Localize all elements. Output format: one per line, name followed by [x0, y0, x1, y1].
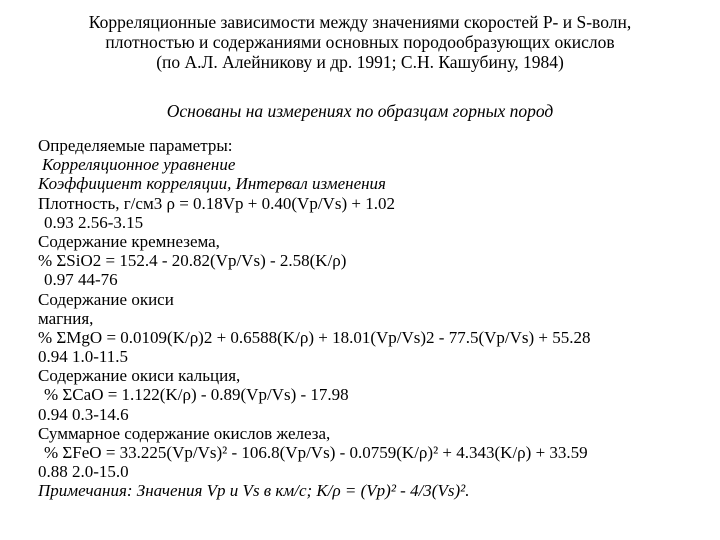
notes: Примечания: Значения Vp и Vs в км/с; K/ρ = (Vp)² - 4/3(Vs)².	[38, 481, 470, 501]
magnesia-stats: 0.94 1.0-11.5	[38, 347, 129, 367]
title-line-1: Корреляционные зависимости между значениями скоростей P- и S-волн,	[88, 12, 632, 32]
silica-equation: % ΣSiO2 = 152.4 - 20.82(Vp/Vs) - 2.58(K/ρ)	[38, 251, 347, 271]
iron-stats: 0.88 2.0-15.0	[38, 462, 129, 482]
magnesia-equation: % ΣMgO = 0.0109(K/ρ)2 + 0.6588(K/ρ) + 18.01(Vp/Vs)2 - 77.5(Vp/Vs) + 55.28	[38, 327, 591, 347]
calcium-stats: 0.94 0.3-14.6	[38, 404, 129, 424]
formula-list	[38, 136, 708, 501]
density-stats: 0.93 2.56-3.15	[44, 212, 144, 232]
calcium-label: Содержание окиси кальция,	[38, 366, 241, 386]
calcium-equation: % ΣCaO = 1.122(K/ρ) - 0.89(Vp/Vs) - 17.98	[44, 385, 349, 405]
title-line-2: плотностью и содержаниями основных породообразующих окислов	[105, 32, 615, 52]
title-line-3: (по А.Л. Алейникову и др. 1991; С.Н. Кашубину, 1984)	[156, 52, 564, 72]
silica-label: Содержание кремнезема,	[38, 231, 220, 251]
column-header-equation: Корреляционное уравнение	[42, 155, 236, 175]
iron-equation: % ΣFeO = 33.225(Vp/Vs)² - 106.8(Vp/Vs) - 0.0759(K/ρ)² + 4.343(K/ρ) + 33.59	[44, 443, 588, 462]
slide-title	[0, 12, 720, 72]
magnesia-label-2: магния,	[38, 308, 94, 328]
density-equation: Плотность, г/см3 ρ = 0.18Vp + 0.40(Vp/Vs) + 1.02	[38, 193, 395, 213]
silica-stats: 0.97 44-76	[44, 270, 118, 290]
slide-subtitle: Основаны на измерениях по образцам горных пород	[166, 101, 554, 121]
magnesia-label-1: Содержание окиси	[38, 289, 174, 309]
column-header-coefficient: Коэффициент корреляции, Интервал изменения	[38, 174, 386, 194]
iron-label: Суммарное содержание окислов железа,	[38, 423, 331, 443]
parameters-heading: Определяемые параметры:	[38, 136, 233, 155]
